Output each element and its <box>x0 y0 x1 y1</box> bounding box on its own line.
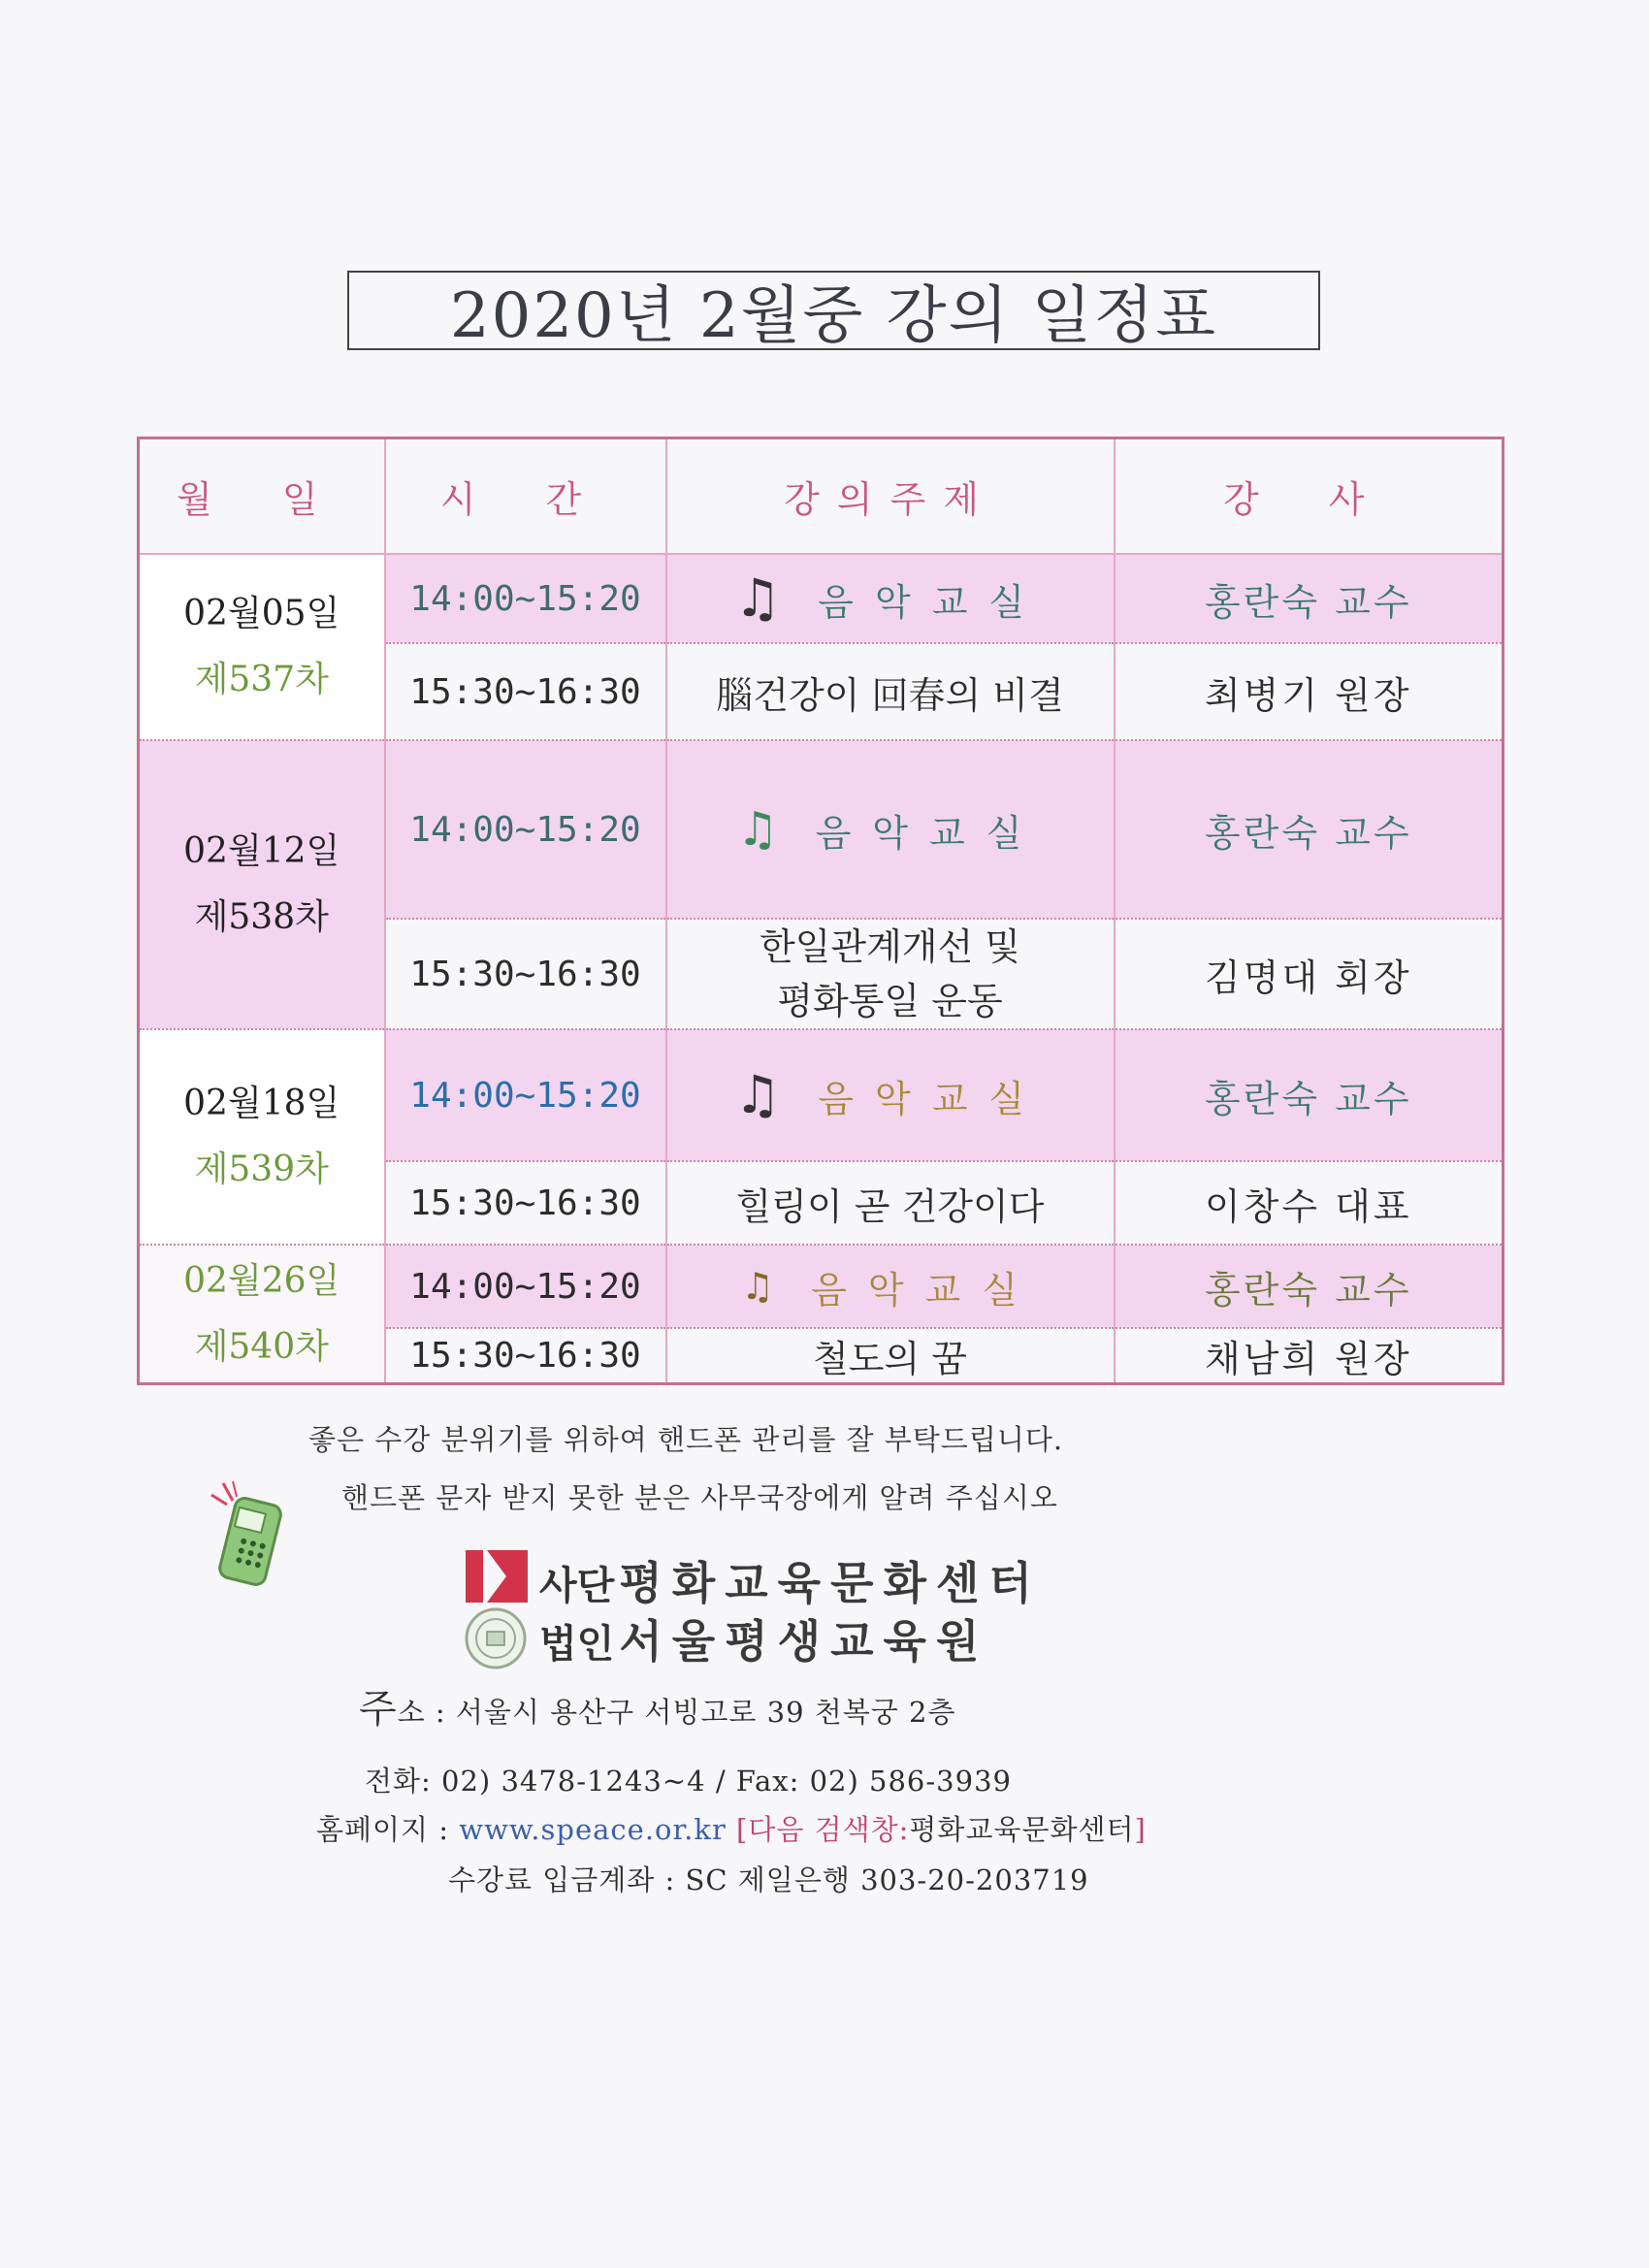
topic-line: 평화통일 운동 <box>777 980 1003 1022</box>
music-note-icon: ♫ <box>736 802 779 857</box>
org-line-2 <box>539 1606 988 1670</box>
topic-cell: 철도의 꿈 <box>666 1328 1115 1384</box>
music-note-icon: ♫ <box>733 1064 782 1125</box>
table-header-row <box>139 438 1504 555</box>
table-row <box>139 1245 1504 1328</box>
teacher-cell: 김명대 회장 <box>1115 919 1504 1029</box>
teacher-cell: 홍란숙 교수 <box>1115 740 1504 919</box>
session-date-cell <box>139 1029 385 1245</box>
session-round: 제540차 <box>194 1326 329 1367</box>
time-cell: 14:00~15:20 <box>385 554 666 643</box>
teacher-cell: 최병기 원장 <box>1115 643 1504 740</box>
homepage-link[interactable]: www.speace.or.kr <box>459 1813 727 1846</box>
time-cell: 14:00~15:20 <box>385 1029 666 1161</box>
teacher-cell: 홍란숙 교수 <box>1115 1029 1504 1161</box>
header-topic: 강의주제 <box>666 438 1115 555</box>
bank-account: 수강료 입금계좌 : SC 제일은행 303-20-203719 <box>448 1863 1089 1896</box>
logo-mark-icon <box>464 1546 530 1606</box>
table-row <box>139 1029 1504 1161</box>
topic-label: 음악교실 <box>818 580 1047 624</box>
table-row <box>139 740 1504 919</box>
music-note-icon: ♫ <box>741 1265 775 1308</box>
topic-cell: 腦건강이 回春의 비결 <box>666 643 1115 740</box>
topic-cell: 힐링이 곧 건강이다 <box>666 1161 1115 1245</box>
header-date: 월 일 <box>139 438 385 555</box>
org-name: 서울평생교육원 <box>619 1615 989 1668</box>
session-round: 제539차 <box>194 1150 329 1189</box>
session-round: 제538차 <box>194 897 329 937</box>
topic-label: 음악교실 <box>818 1077 1047 1120</box>
time-cell: 15:30~16:30 <box>385 1328 666 1384</box>
session-date: 02월26일 <box>183 1260 340 1301</box>
topic-label: 음악교실 <box>815 811 1044 855</box>
topic-cell <box>666 919 1115 1029</box>
phone-fax: 전화: 02) 3478-1243~4 / Fax: 02) 586-3939 <box>365 1765 1012 1798</box>
org-name: 평화교육문화센터 <box>619 1557 1042 1609</box>
session-date-cell <box>139 554 385 740</box>
topic-cell <box>666 740 1115 919</box>
org-prefix: 법인 <box>539 1622 615 1667</box>
time-cell: 14:00~15:20 <box>385 1245 666 1328</box>
session-date: 02월12일 <box>183 831 340 871</box>
time-cell: 15:30~16:30 <box>385 1161 666 1245</box>
teacher-cell: 홍란숙 교수 <box>1115 1245 1504 1328</box>
session-round: 제537차 <box>194 660 329 699</box>
session-date: 02월18일 <box>183 1084 340 1123</box>
table-row <box>139 554 1504 643</box>
teacher-cell: 이창수 대표 <box>1115 1161 1504 1245</box>
topic-cell <box>666 554 1115 643</box>
topic-cell <box>666 1245 1115 1328</box>
address: 주소 : 서울시 용산구 서빙고로 39 천복궁 2층 <box>359 1687 956 1732</box>
seal-icon <box>464 1606 528 1670</box>
page-title: 2020년 2월중 강의 일정표 <box>347 271 1320 350</box>
topic-line: 한일관계개선 및 <box>759 925 1021 968</box>
topic-label: 음악교실 <box>811 1268 1039 1312</box>
phone-icon <box>206 1479 283 1586</box>
time-cell: 15:30~16:30 <box>385 919 666 1029</box>
schedule-table <box>137 437 1504 1385</box>
header-time: 시 간 <box>385 438 666 555</box>
session-date: 02월05일 <box>183 594 340 633</box>
topic-cell <box>666 1029 1115 1161</box>
org-line-1 <box>539 1548 1042 1612</box>
notice-line-2: 핸드폰 문자 받지 못한 분은 사무국장에게 알려 주십시오 <box>341 1481 1058 1514</box>
homepage: 홈페이지 : www.speace.or.kr [다음 검색창:평화교육문화센터] <box>316 1813 1147 1846</box>
teacher-cell: 홍란숙 교수 <box>1115 554 1504 643</box>
time-cell: 14:00~15:20 <box>385 740 666 919</box>
org-prefix: 사단 <box>539 1564 615 1608</box>
time-cell: 15:30~16:30 <box>385 643 666 740</box>
teacher-cell: 채남희 원장 <box>1115 1328 1504 1384</box>
header-teacher: 강 사 <box>1115 438 1504 555</box>
session-date-cell <box>139 1245 385 1384</box>
music-note-icon: ♫ <box>733 567 782 629</box>
session-date-cell <box>139 740 385 1029</box>
notice-line-1: 좋은 수강 분위기를 위하여 핸드폰 관리를 잘 부탁드립니다. <box>308 1423 1064 1456</box>
